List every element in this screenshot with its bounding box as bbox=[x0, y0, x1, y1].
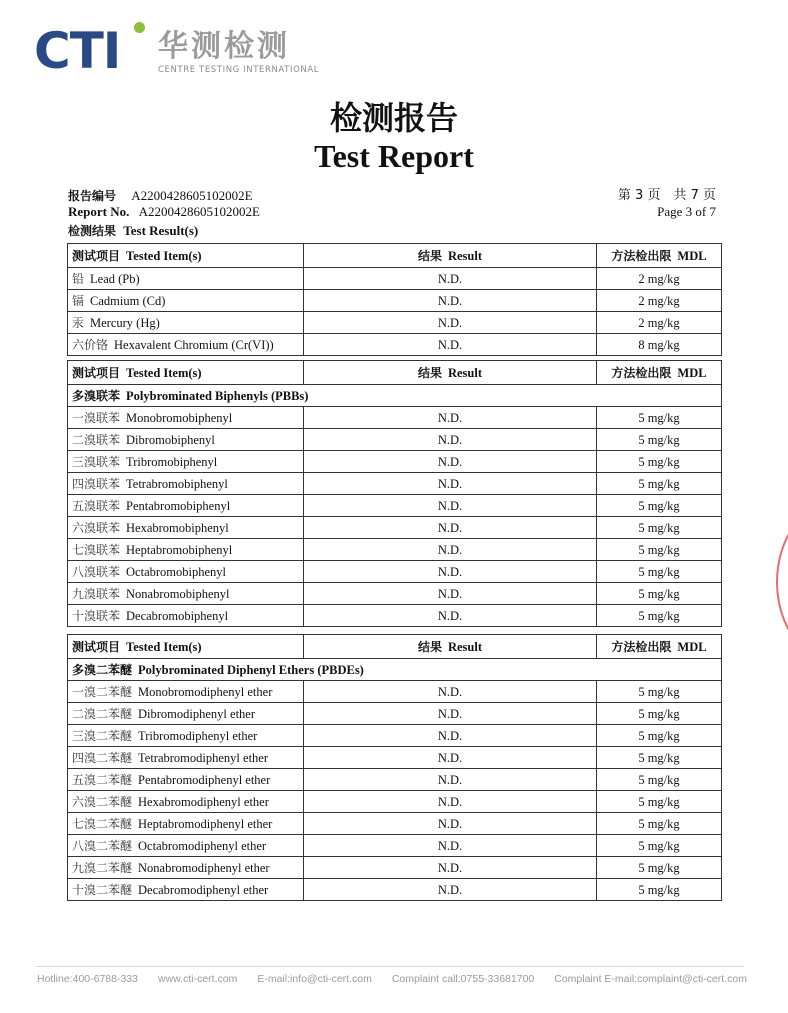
tested-item-cell bbox=[68, 605, 304, 627]
result-cell: N.D. bbox=[304, 268, 597, 290]
result-cell: N.D. bbox=[304, 747, 597, 769]
mdl-cell: 5 mg/kg bbox=[597, 407, 722, 429]
table-row bbox=[68, 857, 722, 879]
result-cell: N.D. bbox=[304, 539, 597, 561]
footer bbox=[37, 973, 747, 985]
group-label-pbbs: 多溴联苯 Polybrominated Biphenyls (PBBs) bbox=[68, 385, 722, 407]
item-name-en: Monobromobiphenyl bbox=[126, 410, 233, 425]
mdl-cell: 5 mg/kg bbox=[597, 857, 722, 879]
item-name-en: Hexabromobiphenyl bbox=[126, 520, 229, 535]
report-number-cn-line bbox=[68, 188, 253, 204]
result-cell: N.D. bbox=[304, 334, 597, 356]
tested-item-cell bbox=[68, 495, 304, 517]
mdl-cell: 5 mg/kg bbox=[597, 539, 722, 561]
item-name-en: Mercury (Hg) bbox=[90, 315, 160, 330]
mdl-cell: 2 mg/kg bbox=[597, 268, 722, 290]
mdl-cell: 5 mg/kg bbox=[597, 813, 722, 835]
tested-item-cell bbox=[68, 290, 304, 312]
mdl-cell: 8 mg/kg bbox=[597, 334, 722, 356]
item-name-cn: 七溴联苯 bbox=[72, 542, 121, 557]
header-mdl: 方法检出限 MDL bbox=[597, 244, 722, 268]
table-row bbox=[68, 539, 722, 561]
header-mdl: 方法检出限 MDL bbox=[597, 635, 722, 659]
item-name-cn: 三溴二苯醚 bbox=[72, 728, 133, 743]
page-number-cn: 第 3 页 共 7 页 bbox=[617, 188, 716, 203]
table-row bbox=[68, 495, 722, 517]
table-row bbox=[68, 268, 722, 290]
mdl-cell: 5 mg/kg bbox=[597, 681, 722, 703]
result-cell: N.D. bbox=[304, 407, 597, 429]
tested-item-cell bbox=[68, 473, 304, 495]
header-tested-item: 测试项目 Tested Item(s) bbox=[68, 361, 304, 385]
tested-item-cell bbox=[68, 725, 304, 747]
table-header-row bbox=[68, 361, 722, 385]
result-cell: N.D. bbox=[304, 495, 597, 517]
tested-item-cell bbox=[68, 857, 304, 879]
item-name-en: Nonabromobiphenyl bbox=[126, 586, 230, 601]
mdl-cell: 5 mg/kg bbox=[597, 725, 722, 747]
item-name-en: Hexabromodiphenyl ether bbox=[138, 794, 269, 809]
mdl-cell: 2 mg/kg bbox=[597, 312, 722, 334]
item-name-en: Decabromobiphenyl bbox=[126, 608, 229, 623]
tested-item-cell bbox=[68, 703, 304, 725]
result-cell: N.D. bbox=[304, 473, 597, 495]
report-number-en-line bbox=[68, 204, 260, 220]
mdl-cell: 2 mg/kg bbox=[597, 290, 722, 312]
report-number-label-en: Report No. bbox=[68, 204, 130, 219]
test-results-heading bbox=[68, 223, 198, 239]
item-name-cn: 二溴二苯醚 bbox=[72, 706, 133, 721]
table-row bbox=[68, 747, 722, 769]
group-row-pbbs bbox=[68, 385, 722, 407]
table-row bbox=[68, 605, 722, 627]
mdl-cell: 5 mg/kg bbox=[597, 583, 722, 605]
footer-website[interactable]: www.cti-cert.com bbox=[157, 973, 238, 985]
result-cell: N.D. bbox=[304, 835, 597, 857]
table-row bbox=[68, 561, 722, 583]
result-cell: N.D. bbox=[304, 605, 597, 627]
result-cell: N.D. bbox=[304, 879, 597, 901]
pbdes-table bbox=[67, 634, 722, 901]
item-name-cn: 一溴联苯 bbox=[72, 410, 121, 425]
mdl-cell: 5 mg/kg bbox=[597, 495, 722, 517]
page-number-en: Page 3 of 7 bbox=[657, 204, 716, 219]
item-name-cn: 九溴联苯 bbox=[72, 586, 121, 601]
item-name-cn: 汞 bbox=[72, 315, 85, 330]
item-name-en: Decabromodiphenyl ether bbox=[138, 882, 269, 897]
pbbs-rows bbox=[68, 407, 722, 627]
group-label-pbdes: 多溴二苯醚 Polybrominated Diphenyl Ethers (PBDEs) bbox=[68, 659, 722, 681]
table-row bbox=[68, 517, 722, 539]
table-row bbox=[68, 703, 722, 725]
result-cell: N.D. bbox=[304, 583, 597, 605]
tested-item-cell bbox=[68, 407, 304, 429]
item-name-en: Heptabromobiphenyl bbox=[126, 542, 233, 557]
footer-complaint-call: Complaint call:0755-33681700 bbox=[391, 973, 535, 985]
item-name-en: Tetrabromobiphenyl bbox=[126, 476, 228, 491]
item-name-cn: 镉 bbox=[72, 293, 85, 308]
header-tested-item: 测试项目 Tested Item(s) bbox=[68, 244, 304, 268]
mdl-cell: 5 mg/kg bbox=[597, 835, 722, 857]
item-name-cn: 三溴联苯 bbox=[72, 454, 121, 469]
item-name-en: Pentabromodiphenyl ether bbox=[138, 772, 271, 787]
result-cell: N.D. bbox=[304, 561, 597, 583]
tested-item-cell bbox=[68, 539, 304, 561]
tested-item-cell bbox=[68, 561, 304, 583]
header-result: 结果 Result bbox=[304, 361, 597, 385]
item-name-en: Lead (Pb) bbox=[90, 271, 140, 286]
result-cell: N.D. bbox=[304, 290, 597, 312]
header-tested-item: 测试项目 Tested Item(s) bbox=[68, 635, 304, 659]
table-row bbox=[68, 583, 722, 605]
item-name-cn: 十溴二苯醚 bbox=[72, 882, 133, 897]
item-name-en: Heptabromodiphenyl ether bbox=[138, 816, 273, 831]
item-name-cn: 五溴联苯 bbox=[72, 498, 121, 513]
mdl-cell: 5 mg/kg bbox=[597, 429, 722, 451]
item-name-en: Octabromodiphenyl ether bbox=[138, 838, 267, 853]
report-number-label-cn: 报告编号 bbox=[68, 189, 117, 203]
item-name-cn: 十溴联苯 bbox=[72, 608, 121, 623]
table-row bbox=[68, 407, 722, 429]
header-result: 结果 Result bbox=[304, 635, 597, 659]
item-name-cn: 铅 bbox=[72, 271, 85, 286]
header-result: 结果 Result bbox=[304, 244, 597, 268]
mdl-cell: 5 mg/kg bbox=[597, 517, 722, 539]
item-name-cn: 六价铬 bbox=[72, 337, 109, 352]
company-logo bbox=[34, 20, 320, 80]
mdl-cell: 5 mg/kg bbox=[597, 747, 722, 769]
header-mdl: 方法检出限 MDL bbox=[597, 361, 722, 385]
report-number-value: A2200428605102002E bbox=[131, 188, 253, 203]
item-name-en: Tribromodiphenyl ether bbox=[138, 728, 258, 743]
result-cell: N.D. bbox=[304, 769, 597, 791]
tested-item-cell bbox=[68, 791, 304, 813]
item-name-cn: 七溴二苯醚 bbox=[72, 816, 133, 831]
tested-item-cell bbox=[68, 517, 304, 539]
tested-item-cell bbox=[68, 268, 304, 290]
red-stamp-fragment bbox=[766, 500, 788, 660]
tested-item-cell bbox=[68, 312, 304, 334]
tested-item-cell bbox=[68, 334, 304, 356]
pbdes-rows bbox=[68, 681, 722, 901]
mdl-cell: 5 mg/kg bbox=[597, 769, 722, 791]
item-name-en: Dibromobiphenyl bbox=[126, 432, 215, 447]
table-header-row bbox=[68, 635, 722, 659]
test-results-label-en: Test Result(s) bbox=[123, 223, 199, 238]
mdl-cell: 5 mg/kg bbox=[597, 473, 722, 495]
logo-cti-text: CTI bbox=[34, 22, 121, 80]
table-row bbox=[68, 473, 722, 495]
metals-table bbox=[67, 243, 722, 356]
mdl-cell: 5 mg/kg bbox=[597, 703, 722, 725]
item-name-en: Tribromobiphenyl bbox=[126, 454, 218, 469]
logo-english-text: CENTRE TESTING INTERNATIONAL bbox=[158, 65, 320, 75]
item-name-en: Cadmium (Cd) bbox=[90, 293, 166, 308]
mdl-cell: 5 mg/kg bbox=[597, 791, 722, 813]
tested-item-cell bbox=[68, 583, 304, 605]
result-cell: N.D. bbox=[304, 813, 597, 835]
metals-rows bbox=[68, 268, 722, 356]
tested-item-cell bbox=[68, 429, 304, 451]
table-row bbox=[68, 290, 722, 312]
table-row bbox=[68, 429, 722, 451]
item-name-cn: 二溴联苯 bbox=[72, 432, 121, 447]
item-name-cn: 四溴二苯醚 bbox=[72, 750, 133, 765]
report-title-en: Test Report bbox=[314, 138, 474, 174]
item-name-cn: 八溴二苯醚 bbox=[72, 838, 133, 853]
tested-item-cell bbox=[68, 813, 304, 835]
table-header-row bbox=[68, 244, 722, 268]
mdl-cell: 5 mg/kg bbox=[597, 561, 722, 583]
table-row bbox=[68, 835, 722, 857]
table-row bbox=[68, 879, 722, 901]
result-cell: N.D. bbox=[304, 725, 597, 747]
item-name-cn: 六溴联苯 bbox=[72, 520, 121, 535]
report-title-cn: 检测报告 bbox=[329, 99, 458, 137]
footer-email[interactable]: E-mail:info@cti-cert.com bbox=[257, 973, 372, 985]
item-name-cn: 四溴联苯 bbox=[72, 476, 121, 491]
stamp-ring-icon bbox=[776, 500, 788, 660]
item-name-en: Octabromobiphenyl bbox=[126, 564, 226, 579]
mdl-cell: 5 mg/kg bbox=[597, 605, 722, 627]
tested-item-cell bbox=[68, 451, 304, 473]
footer-divider bbox=[36, 966, 744, 967]
tested-item-cell bbox=[68, 769, 304, 791]
tested-item-cell bbox=[68, 747, 304, 769]
tested-item-cell bbox=[68, 879, 304, 901]
item-name-cn: 一溴二苯醚 bbox=[72, 684, 133, 699]
table-row bbox=[68, 681, 722, 703]
footer-hotline: Hotline:400-6788-333 bbox=[37, 973, 138, 985]
item-name-cn: 五溴二苯醚 bbox=[72, 772, 133, 787]
result-cell: N.D. bbox=[304, 312, 597, 334]
footer-complaint-email[interactable]: Complaint E-mail:complaint@cti-cert.com bbox=[554, 973, 747, 985]
result-cell: N.D. bbox=[304, 703, 597, 725]
result-cell: N.D. bbox=[304, 429, 597, 451]
result-cell: N.D. bbox=[304, 451, 597, 473]
item-name-en: Hexavalent Chromium (Cr(VI)) bbox=[114, 337, 274, 352]
tested-item-cell bbox=[68, 835, 304, 857]
item-name-en: Nonabromodiphenyl ether bbox=[138, 860, 270, 875]
item-name-en: Dibromodiphenyl ether bbox=[138, 706, 256, 721]
item-name-cn: 八溴联苯 bbox=[72, 564, 121, 579]
table-row bbox=[68, 725, 722, 747]
test-results-label-cn: 检测结果 bbox=[68, 224, 117, 238]
group-row-pbdes bbox=[68, 659, 722, 681]
item-name-cn: 九溴二苯醚 bbox=[72, 860, 133, 875]
table-row bbox=[68, 451, 722, 473]
report-number-value-en: A2200428605102002E bbox=[138, 204, 260, 219]
result-cell: N.D. bbox=[304, 857, 597, 879]
pbbs-table bbox=[67, 360, 722, 627]
item-name-cn: 六溴二苯醚 bbox=[72, 794, 133, 809]
result-cell: N.D. bbox=[304, 681, 597, 703]
table-row bbox=[68, 769, 722, 791]
item-name-en: Monobromodiphenyl ether bbox=[138, 684, 273, 699]
table-row bbox=[68, 312, 722, 334]
item-name-en: Pentabromobiphenyl bbox=[126, 498, 231, 513]
logo-chinese-text: 华测检测 bbox=[158, 29, 290, 64]
table-row bbox=[68, 334, 722, 356]
result-cell: N.D. bbox=[304, 517, 597, 539]
tested-item-cell bbox=[68, 681, 304, 703]
item-name-en: Tetrabromodiphenyl ether bbox=[138, 750, 268, 765]
logo-dot-icon bbox=[134, 22, 145, 33]
result-cell: N.D. bbox=[304, 791, 597, 813]
table-row bbox=[68, 791, 722, 813]
mdl-cell: 5 mg/kg bbox=[597, 879, 722, 901]
table-row bbox=[68, 813, 722, 835]
mdl-cell: 5 mg/kg bbox=[597, 451, 722, 473]
